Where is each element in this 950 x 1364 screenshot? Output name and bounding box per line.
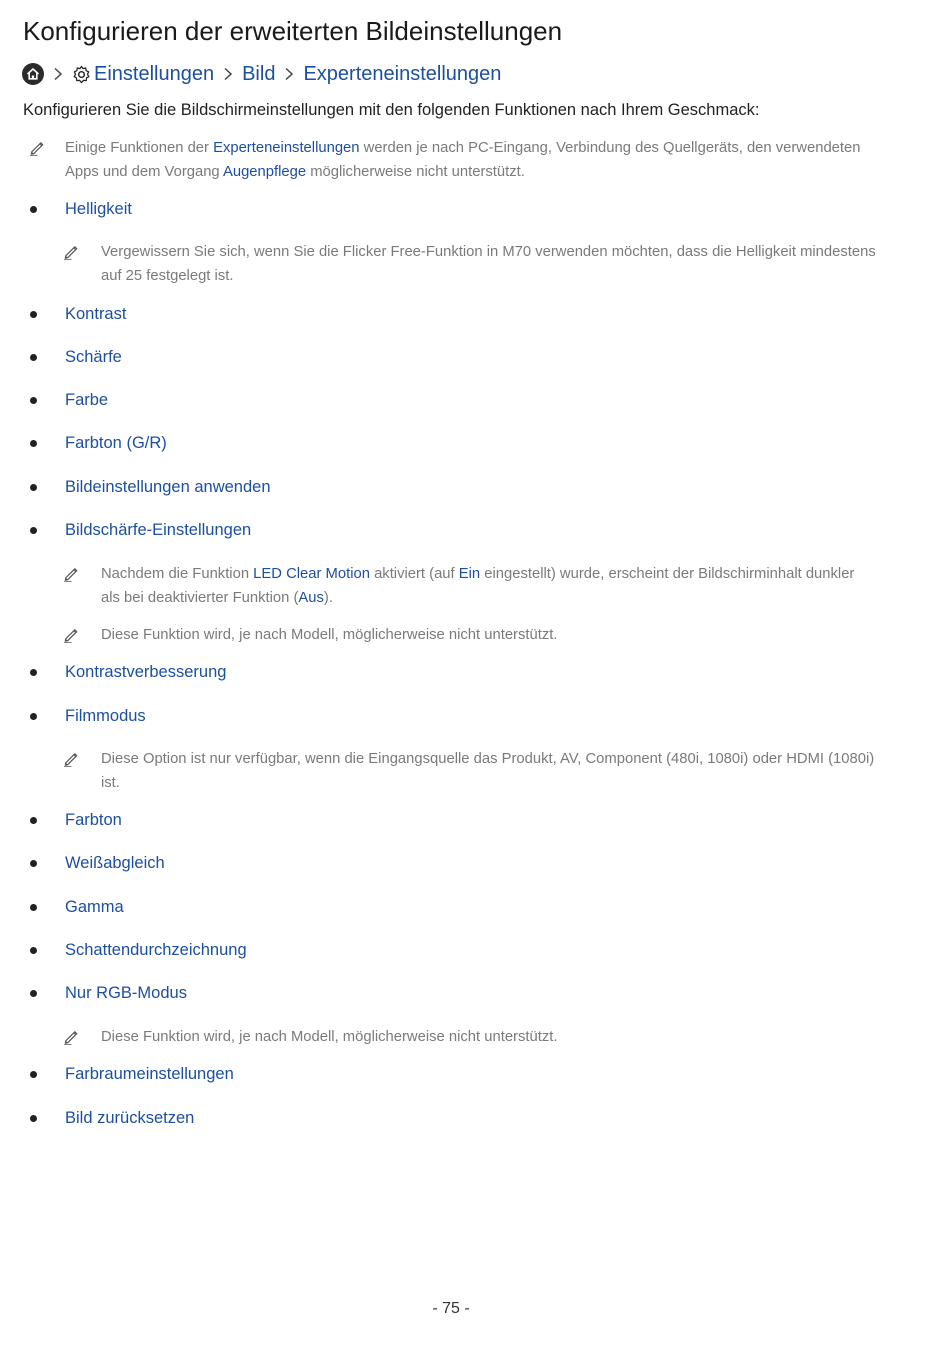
augenpflege-link[interactable]: Augenpflege [222,164,307,180]
bullet [30,713,37,720]
bullet [30,397,37,404]
bullet [30,860,37,867]
gear-icon [72,65,91,84]
home-icon[interactable] [22,63,44,85]
page-number: - 75 - [432,1300,470,1317]
pencil-note-icon [63,626,80,643]
pencil-note-icon [63,243,80,260]
breadcrumb-einstellungen[interactable]: Einstellungen [94,62,215,85]
bullet [30,947,37,954]
bullet [30,527,37,534]
experteneinstellungen-link[interactable]: Experteneinstellungen [213,140,360,156]
chevron-right-icon [284,67,294,81]
intro-text: Konfigurieren Sie die Bildschirmeinstellungen mit den folgenden Funktionen nach Ihrem Geschmack: [23,101,760,119]
bullet [30,440,37,447]
page-title: Konfigurieren der erweiterten Bildeinstellungen [23,16,563,46]
bullet [30,904,37,911]
chevron-right-icon [53,67,63,81]
breadcrumb [22,61,501,87]
pencil-note-icon [63,1028,80,1045]
bullet [30,311,37,318]
bullet [30,354,37,361]
breadcrumb-bild[interactable]: Bild [242,62,276,85]
bullet [30,817,37,824]
bullet [30,1071,37,1078]
bullet [30,206,37,213]
aus-option: Aus [298,590,324,606]
pencil-note-icon [29,139,46,156]
led-clear-motion-link[interactable]: LED Clear Motion [253,566,370,582]
ein-option: Ein [458,566,481,582]
bullet [30,669,37,676]
chevron-right-icon [223,67,233,81]
pencil-note-icon [63,750,80,767]
breadcrumb-experteneinstellungen[interactable]: Experteneinstellungen [303,62,502,85]
pencil-note-icon [63,565,80,582]
bullet [30,1115,37,1122]
bullet [30,484,37,491]
bullet [30,990,37,997]
